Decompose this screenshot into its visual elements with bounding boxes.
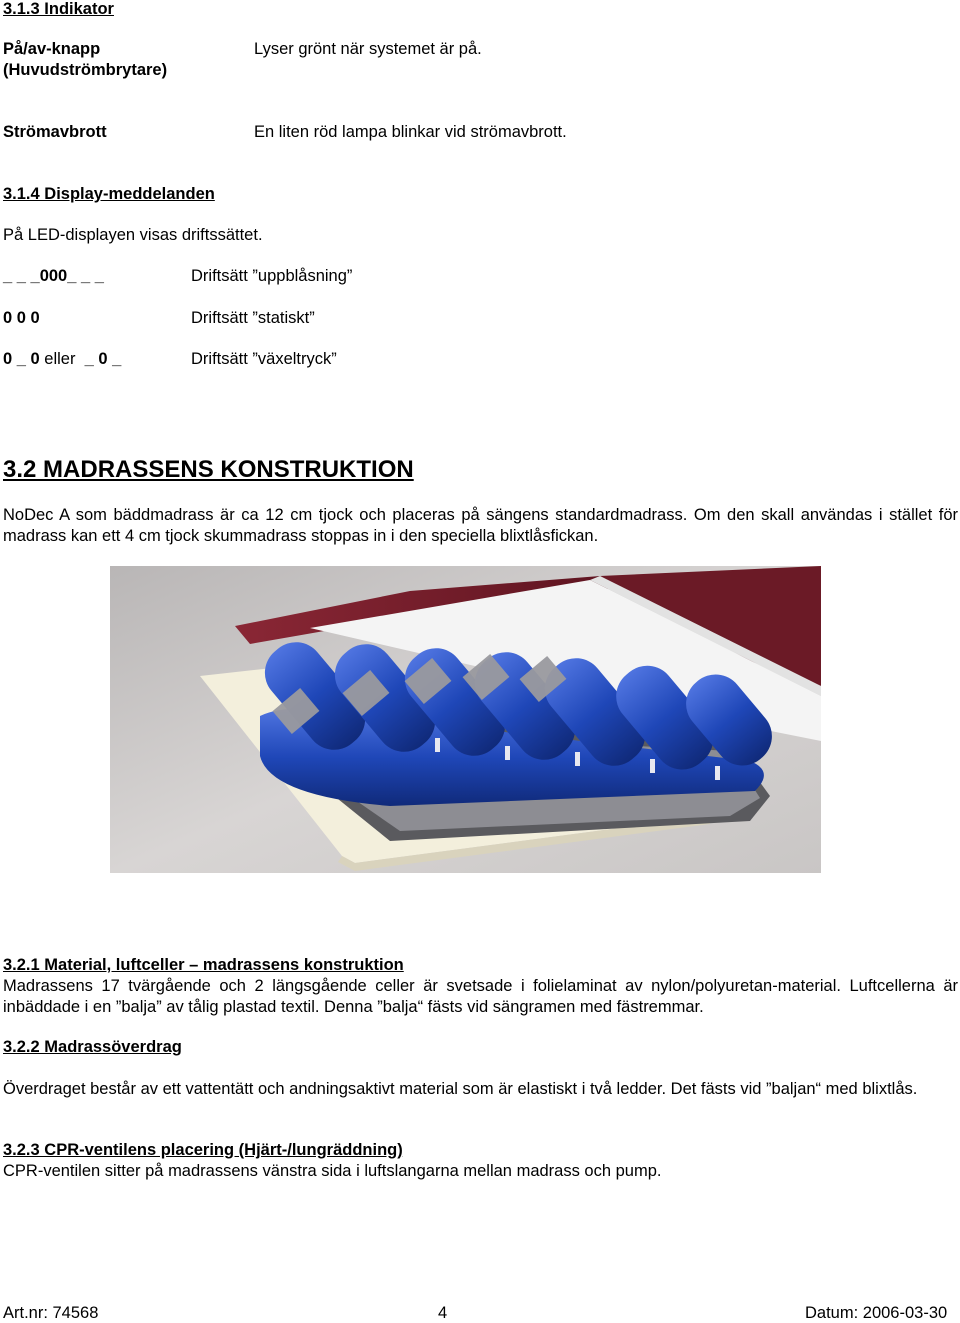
section-heading-cover: 3.2.2 Madrassöverdrag xyxy=(3,1038,182,1056)
section-heading-construction: 3.2 MADRASSENS KONSTRUKTION xyxy=(3,456,414,483)
section-heading-indikator: 3.1.3 Indikator xyxy=(3,0,114,18)
mode-label-static: Driftsätt ”statiskt” xyxy=(191,309,315,327)
desc-onoff: Lyser grönt när systemet är på. xyxy=(254,40,482,58)
cover-body: Överdraget består av ett vattentätt och andningsaktivt material som är elastiskt i två ledder. Det fästs vid ”baljan“ med blixtlås. xyxy=(3,1080,918,1098)
section-heading-cpr: 3.2.3 CPR-ventilens placering (Hjärt-/lungräddning) xyxy=(3,1141,403,1159)
section-heading-display: 3.1.4 Display-meddelanden xyxy=(3,185,215,203)
mode-code-alternating xyxy=(3,350,121,369)
mode-label-alternating: Driftsätt ”växeltryck” xyxy=(191,350,337,368)
footer-date: Datum: 2006-03-30 xyxy=(805,1304,948,1322)
mode-code-inflation: _ _ _000_ _ _ xyxy=(3,267,104,285)
display-intro: På LED-displayen visas driftssättet. xyxy=(3,226,263,244)
mode-code-alt-b: _ 0 _ xyxy=(80,350,122,368)
footer-page-number: 4 xyxy=(438,1304,448,1322)
mode-label-inflation: Driftsätt ”uppblåsning” xyxy=(191,267,353,285)
term-main-switch: (Huvudströmbrytare) xyxy=(3,61,168,79)
desc-power-failure: En liten röd lampa blinkar vid strömavbrott. xyxy=(254,123,567,141)
material-body: Madrassens 17 tvärgående och 2 längsgående celler är svetsade i folielaminat av nylon/polyuretan-material. Luftcellerna är inbäddade i en ”balja” av tålig plastad textil. Denna ”balja“ fästs vid sängramen med fästremmar. xyxy=(3,977,958,1016)
section-heading-material: 3.2.1 Material, luftceller – madrassens konstruktion xyxy=(3,956,404,974)
term-power-failure: Strömavbrott xyxy=(3,123,107,141)
cpr-body: CPR-ventilen sitter på madrassens vänstra sida i luftslangarna mellan madrass och pump. xyxy=(3,1162,662,1180)
construction-body: NoDec A som bäddmadrass är ca 12 cm tjock och placeras på sängens standardmadrass. Om den skall användas i stället för madrass kan ett 4 cm tjock skummadrass stoppas in i den speciella blixtlåsfickan. xyxy=(3,506,958,545)
term-onoff-button: På/av-knapp xyxy=(3,40,101,58)
mattress-photo xyxy=(110,566,821,873)
footer-article-number: Art.nr: 74568 xyxy=(3,1304,99,1322)
mode-code-static: 0 0 0 xyxy=(3,309,40,327)
mode-code-or: eller xyxy=(39,350,81,368)
mode-code-alt-a: 0 _ 0 xyxy=(3,350,40,368)
